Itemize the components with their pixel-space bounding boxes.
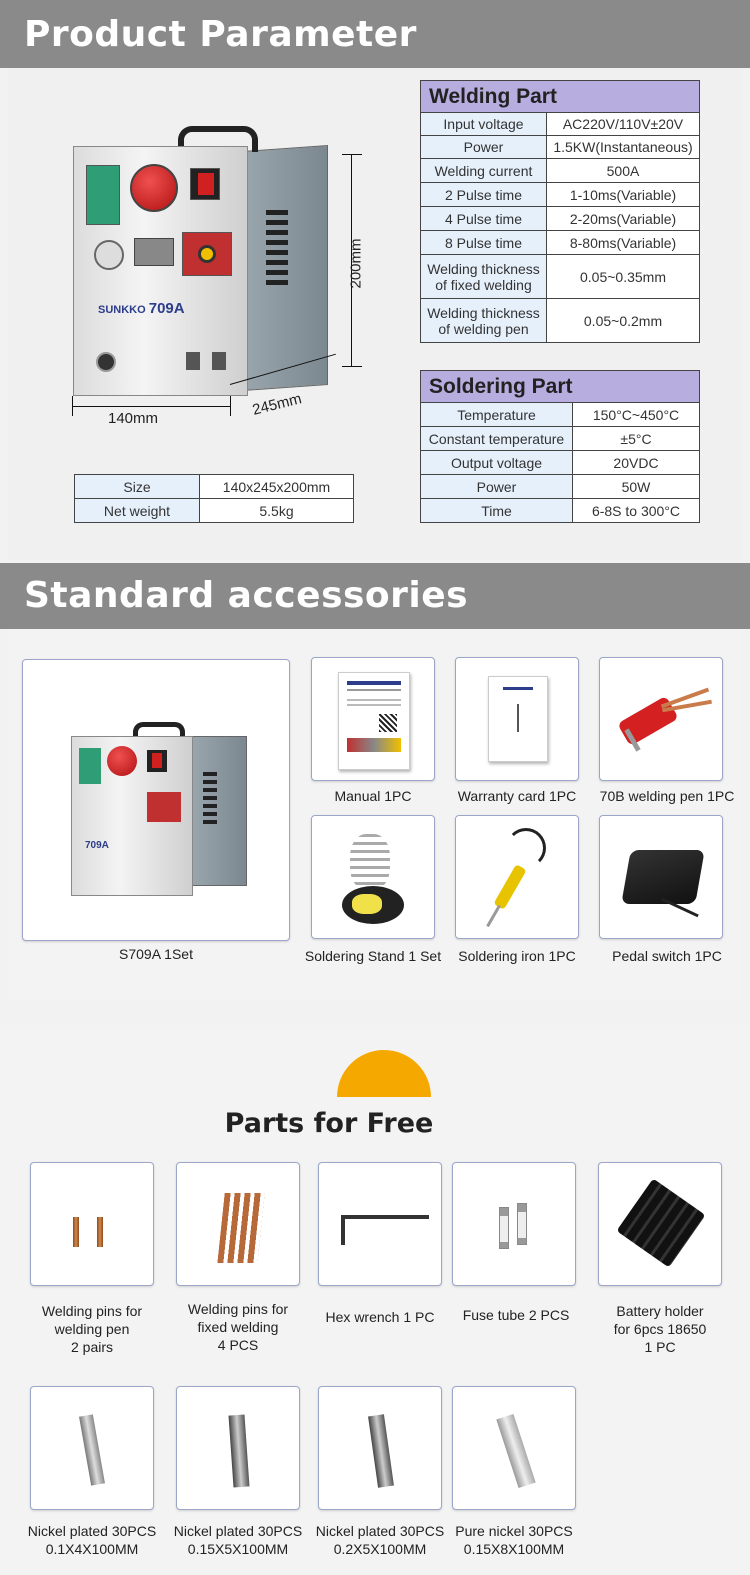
accessory-caption-pedal: Pedal switch 1PC xyxy=(612,948,722,964)
connector-left xyxy=(96,352,116,372)
welding-part-table xyxy=(420,80,700,343)
warranty-card-icon xyxy=(488,676,548,762)
part-card-nickel-2 xyxy=(176,1386,300,1510)
hex-wrench-icon xyxy=(341,1215,429,1219)
parts-for-free-title: Parts for Free xyxy=(224,1108,434,1139)
accessory-card-pedal xyxy=(599,815,723,939)
part-card-battery-holder xyxy=(598,1162,722,1286)
part-caption-pen-pins: Welding pins for welding pen 2 pairs xyxy=(41,1303,143,1355)
manual-icon xyxy=(338,672,410,770)
part-card-pen-pins xyxy=(30,1162,154,1286)
size-key: Size xyxy=(75,475,200,499)
size-table xyxy=(74,474,354,523)
machine-vents xyxy=(266,210,288,290)
red-knob xyxy=(130,164,178,212)
power-switch xyxy=(190,168,220,200)
accent-half-circle-icon xyxy=(337,1050,431,1097)
connector-right xyxy=(186,352,226,370)
table-row: Power 50W xyxy=(421,475,700,499)
accessory-card-welding-pen xyxy=(599,657,723,781)
part-caption-fixed-pins: Welding pins for fixed welding 4 PCS xyxy=(187,1301,289,1353)
battery-holder-icon xyxy=(616,1178,705,1267)
table-row: Power 1.5KW(Instantaneous) xyxy=(421,136,700,159)
accessory-caption-welding-pen: 70B welding pen 1PC xyxy=(599,788,735,804)
width-tick-right xyxy=(230,396,231,416)
height-tick-top xyxy=(342,154,362,155)
nickel-strip-icon xyxy=(496,1414,535,1488)
table-row: 8 Pulse time 8-80ms(Variable) xyxy=(421,231,700,255)
accessory-card-soldering-iron xyxy=(455,815,579,939)
machine-brand: SUNKKO 709A xyxy=(98,300,185,317)
part-card-fixed-pins xyxy=(176,1162,300,1286)
product-parameter-banner xyxy=(0,0,750,68)
part-card-nickel-1 xyxy=(30,1386,154,1510)
part-card-fuse xyxy=(452,1162,576,1286)
machine-thumb: 709A xyxy=(71,722,241,902)
table-row: 2 Pulse time 1-10ms(Variable) xyxy=(421,183,700,207)
height-label: 200mm xyxy=(347,238,365,289)
accessory-caption-main: S709A 1Set xyxy=(119,946,193,962)
parts-panel xyxy=(0,1024,750,1575)
nickel-strip-icon xyxy=(79,1414,105,1485)
accessory-card-manual xyxy=(311,657,435,781)
solder-jack xyxy=(134,238,174,266)
fixed-pins-icon xyxy=(217,1193,264,1263)
accessory-card-main xyxy=(22,659,290,941)
accessory-card-warranty xyxy=(455,657,579,781)
table-row: 4 Pulse time 2-20ms(Variable) xyxy=(421,207,700,231)
width-dimension-line xyxy=(72,406,230,407)
table-row: Welding current 500A xyxy=(421,159,700,183)
width-label: 140mm xyxy=(108,410,159,427)
table-row xyxy=(75,499,354,523)
part-caption-battery-holder: Battery holder for 6pcs 18650 1 PC xyxy=(613,1303,707,1355)
pedal-switch-icon xyxy=(621,850,705,904)
weight-key: Net weight xyxy=(75,499,200,523)
part-caption-nickel-4: Pure nickel 30PCS 0.15X8X100MM xyxy=(455,1523,573,1557)
part-caption-nickel-2: Nickel plated 30PCS 0.15X5X100MM xyxy=(173,1523,303,1557)
accessory-caption-soldering-iron: Soldering iron 1PC xyxy=(458,948,576,964)
table-row: Input voltage AC220V/110V±20V xyxy=(421,113,700,136)
table-row: Constant temperature ±5°C xyxy=(421,427,700,451)
table-row xyxy=(75,475,354,499)
weight-value: 5.5kg xyxy=(200,499,354,523)
table-row: Welding thickness of welding pen 0.05~0.2mm xyxy=(421,299,700,343)
height-tick-bottom xyxy=(342,366,362,367)
accessory-caption-manual: Manual 1PC xyxy=(334,788,412,804)
part-caption-hex-wrench: Hex wrench 1 PC xyxy=(325,1309,435,1325)
part-caption-nickel-3: Nickel plated 30PCS 0.2X5X100MM xyxy=(315,1523,445,1557)
table-row: Output voltage 20VDC xyxy=(421,451,700,475)
part-card-hex-wrench xyxy=(318,1162,442,1286)
soldering-part-table xyxy=(420,370,700,523)
part-caption-nickel-1: Nickel plated 30PCS 0.1X4X100MM xyxy=(27,1523,157,1557)
standard-accessories-title: Standard accessories xyxy=(24,575,469,616)
accessory-caption-warranty: Warranty card 1PC xyxy=(457,788,577,804)
accessory-caption-soldering-stand: Soldering Stand 1 Set xyxy=(304,948,442,964)
welding-part-title: Welding Part xyxy=(421,81,700,113)
table-row: Temperature 150°C~450°C xyxy=(421,403,700,427)
width-tick-left xyxy=(72,396,73,416)
table-row: Welding thickness of fixed welding 0.05~0.35mm xyxy=(421,255,700,299)
nickel-strip-icon xyxy=(229,1415,250,1488)
size-value: 140x245x200mm xyxy=(200,475,354,499)
product-parameter-title: Product Parameter xyxy=(24,14,417,55)
product-parameter-panel xyxy=(8,68,742,560)
part-caption-fuse: Fuse tube 2 PCS xyxy=(462,1307,570,1323)
standard-accessories-banner xyxy=(0,563,750,629)
accessories-panel xyxy=(8,629,742,999)
table-row: Time 6-8S to 300°C xyxy=(421,499,700,523)
depth-label: 245mm xyxy=(250,390,304,419)
nickel-strip-icon xyxy=(368,1414,394,1488)
soldering-iron-icon xyxy=(493,864,526,910)
part-card-nickel-4 xyxy=(452,1386,576,1510)
pedal-socket xyxy=(182,232,232,276)
welding-pin-icon xyxy=(73,1217,79,1247)
temp-knob xyxy=(94,240,124,270)
pulse-switch-panel xyxy=(86,165,120,225)
soldering-part-title: Soldering Part xyxy=(421,371,700,403)
fuse-tube-icon xyxy=(499,1207,509,1249)
accessory-card-soldering-stand xyxy=(311,815,435,939)
part-card-nickel-3 xyxy=(318,1386,442,1510)
